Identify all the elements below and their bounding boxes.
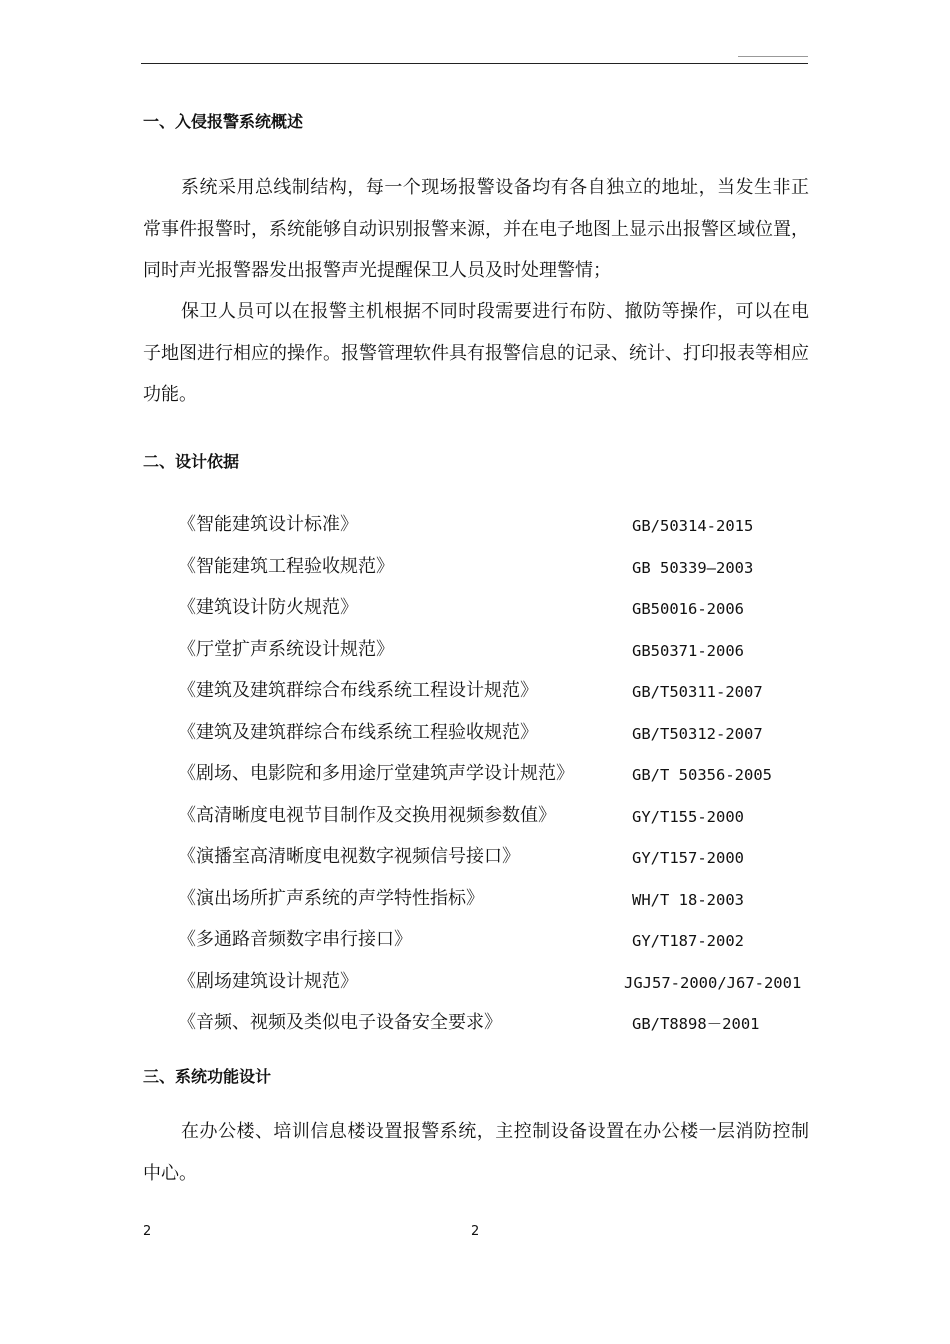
reference-code: GB50016-2006 — [632, 600, 744, 618]
header-mark — [738, 56, 808, 57]
reference-title: 《高清晰度电视节目制作及交换用视频参数值》 — [178, 804, 556, 826]
section-heading-intrusion: 一、入侵报警系统概述 — [143, 112, 304, 131]
reference-item — [0, 713, 950, 755]
reference-item — [0, 754, 950, 796]
page-number-center: 2 — [471, 1224, 480, 1239]
reference-title: 《建筑及建筑群综合布线系统工程设计规范》 — [178, 680, 538, 701]
reference-title: 《剧场、电影院和多用途厅堂建筑声学设计规范》 — [178, 763, 574, 784]
function-paragraph-1: 在办公楼、培训信息楼设置报警系统，主控制设备设置在办公楼一层消防控制中心。 — [143, 1121, 809, 1184]
section-heading-basis: 二、设计依据 — [143, 452, 240, 471]
reference-title: 《多通路音频数字串行接口》 — [178, 929, 412, 950]
reference-item — [0, 547, 950, 589]
reference-title: 《剧场建筑设计规范》 — [178, 970, 358, 992]
reference-code: GB/T50311-2007 — [632, 683, 763, 701]
reference-title: 《演出场所扩声系统的声学特性指标》 — [178, 887, 484, 909]
page-number-left: 2 — [143, 1224, 152, 1239]
reference-code: GY/T155-2000 — [632, 807, 744, 826]
reference-item — [0, 920, 950, 962]
reference-code: GY/T187-2002 — [632, 932, 744, 950]
reference-title: 《厅堂扩声系统设计规范》 — [178, 638, 394, 660]
reference-item — [0, 879, 950, 921]
intrusion-paragraph-1: 系统采用总线制结构，每一个现场报警设备均有各自独立的地址，当发生非正常事件报警时，系统能够自动识别报警来源，并在电子地图上显示出报警区域位置，同时声光报警器发出报警声光提醒保卫人员及时处理警情； — [143, 177, 809, 282]
reference-code: GB 50339—2003 — [632, 558, 754, 577]
reference-item — [0, 962, 950, 1004]
reference-title: 《音频、视频及类似电子设备安全要求》 — [178, 1012, 502, 1033]
reference-item — [0, 630, 950, 672]
reference-title: 《智能建筑工程验收规范》 — [178, 555, 394, 577]
reference-item — [0, 1003, 950, 1045]
reference-code: GY/T157-2000 — [632, 849, 744, 867]
reference-code: JGJ57-2000/J67-2001 — [624, 973, 802, 992]
intrusion-paragraph-2: 保卫人员可以在报警主机根据不同时段需要进行布防、撤防等操作，可以在电子地图进行相应的操作。报警管理软件具有报警信息的记录、统计、打印报表等相应功能。 — [143, 301, 809, 406]
reference-list — [0, 505, 950, 1045]
reference-item — [0, 505, 950, 547]
reference-item — [0, 671, 950, 713]
reference-title: 《建筑设计防火规范》 — [178, 597, 358, 618]
section-heading-function: 三、系统功能设计 — [143, 1067, 272, 1086]
reference-title: 《智能建筑设计标准》 — [178, 514, 358, 535]
reference-code: GB/T8898－2001 — [632, 1015, 760, 1033]
reference-code: GB/50314-2015 — [632, 517, 754, 535]
reference-code: GB50371-2006 — [632, 641, 744, 660]
reference-item — [0, 796, 950, 838]
reference-title: 《建筑及建筑群综合布线系统工程验收规范》 — [178, 721, 538, 743]
reference-item — [0, 588, 950, 630]
reference-title: 《演播室高清晰度电视数字视频信号接口》 — [178, 846, 520, 867]
header-rule — [141, 63, 808, 64]
reference-item — [0, 837, 950, 879]
reference-code: WH/T 18-2003 — [632, 890, 744, 909]
reference-code: GB/T 50356-2005 — [632, 766, 772, 784]
reference-code: GB/T50312-2007 — [632, 724, 763, 743]
